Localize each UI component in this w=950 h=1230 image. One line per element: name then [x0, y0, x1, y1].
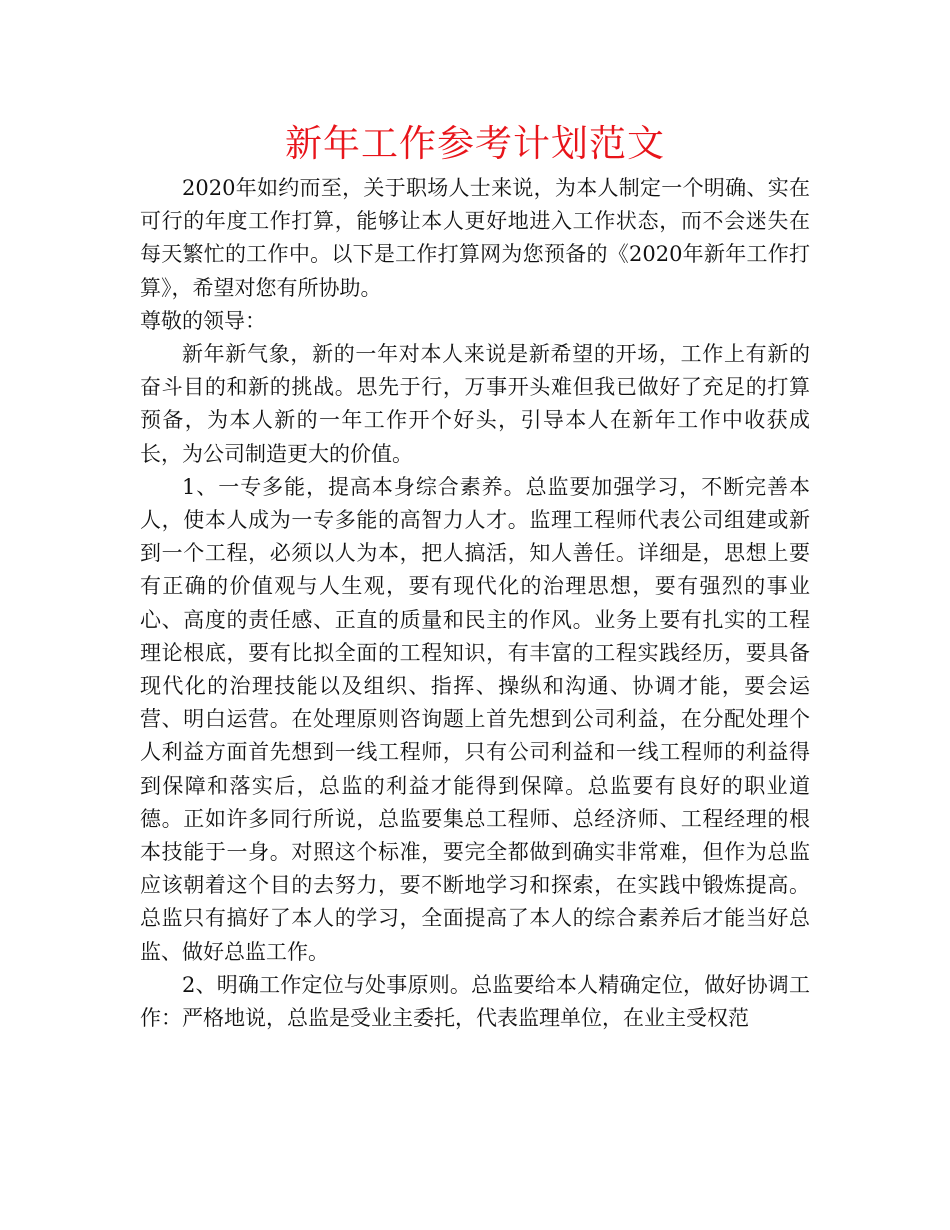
document-body: [140, 172, 810, 1035]
document-title: 新年工作参考计划范文: [285, 122, 665, 165]
paragraph-point-2: 2、明确工作定位与处事原则。总监要给本人精确定位，做好协调工作：严格地说，总监是受业主委托，代表监理单位，在业主受权范: [140, 972, 810, 1031]
paragraph-salutation: 尊敬的领导：: [140, 308, 266, 333]
paragraph-intro: 2020年如约而至，关于职场人士来说，为本人制定一个明确、实在可行的年度工作打算，能够让本人更好地进入工作状态，而不会迷失在每天繁忙的工作中。以下是工作打算网为您预备的《2020年新年工作打算》，希望对您有所协助。: [140, 176, 810, 300]
paragraph-point-1: 1、一专多能，提高本身综合素养。总监要加强学习，不断完善本人，使本人成为一专多能的高智力人才。监理工程师代表公司组建或新到一个工程，必须以人为本，把人搞活，知人善任。详细是，思想上要有正确的价值观与人生观，要有现代化的治理思想，要有强烈的事业心、高度的责任感、正直的质量和民主的作风。业务上要有扎实的工程理论根底，要有比拟全面的工程知识，有丰富的工程实践经历，要具备现代化的治理技能以及组织、指挥、操纵和沟通、协调才能，要会运营、明白运营。在处理原则咨询题上首先想到公司利益，在分配处理个人利益方面首先想到一线工程师，只有公司利益和一线工程师的利益得到保障和落实后，总监的利益才能得到保障。总监要有良好的职业道德。正如许多同行所说，总监要集总工程师、总经济师、工程经理的根本技能于一身。对照这个标准，要完全都做到确实非常难，但作为总监应该朝着这个目的去努力，要不断地学习和探索，在实践中锻炼提高。总监只有搞好了本人的学习，全面提高了本人的综合素养后才能当好总监、做好总监工作。: [140, 474, 810, 964]
paragraph-new-year: 新年新气象，新的一年对本人来说是新希望的开场，工作上有新的奋斗目的和新的挑战。思先于行，万事开头难但我已做好了充足的打算预备，为本人新的一年工作开个好头，引导本人在新年工作中收获成长，为公司制造更大的价值。: [140, 342, 810, 466]
